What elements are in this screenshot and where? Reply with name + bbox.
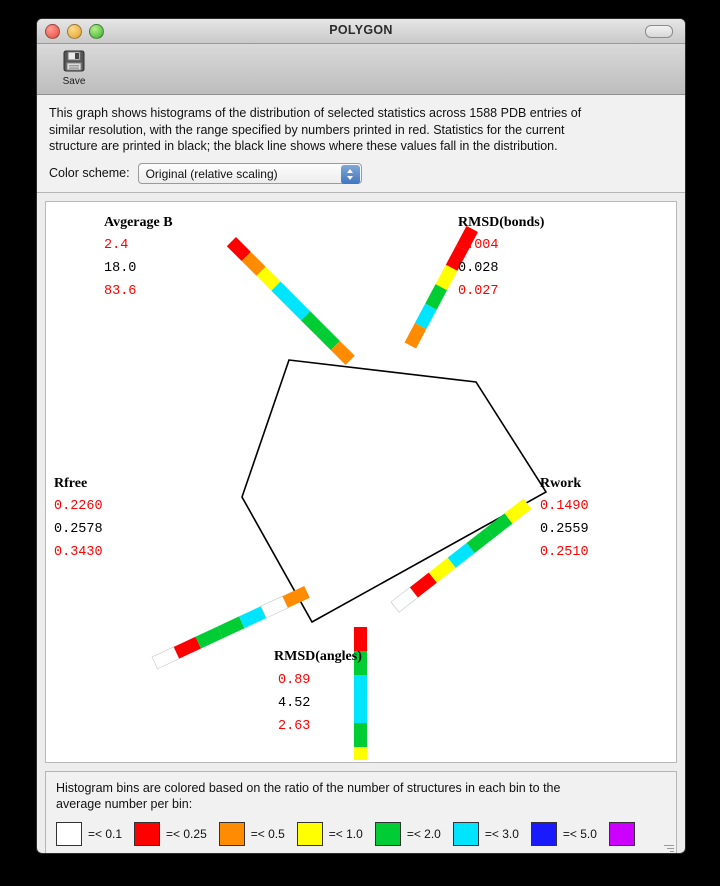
axis-value-avgerage-b: 18.0 <box>104 260 137 276</box>
legend-swatch-label: =< 0.1 <box>88 827 123 841</box>
window-title: POLYGON <box>329 23 393 37</box>
axis-bar-rmsd-angles <box>354 627 367 760</box>
legend-text-line-2: average number per bin: <box>56 796 193 811</box>
axis-value-rwork: 0.2559 <box>540 521 589 537</box>
legend-swatch-label: =< 1.0 <box>328 827 363 841</box>
axis-value-rmsd-angles: 4.52 <box>278 695 311 711</box>
toolbar <box>37 44 685 95</box>
legend-swatch <box>375 822 401 846</box>
legend-swatch-label: =< 0.5 <box>250 827 285 841</box>
axis-max-rmsd-bonds: 0.027 <box>458 283 499 299</box>
legend-swatch-label: =< 5.0 <box>562 827 597 841</box>
legend-swatch-label: =< 0.25 <box>166 827 207 841</box>
app-window <box>36 18 686 854</box>
axis-label-rwork: Rwork <box>540 475 582 491</box>
toolbar-toggle-button[interactable] <box>645 25 673 38</box>
legend-swatch <box>56 822 82 846</box>
axis-label-rmsd-bonds: RMSD(bonds) <box>458 214 545 230</box>
axis-label-rmsd-angles: RMSD(angles) <box>274 648 362 664</box>
axis-value-rmsd-bonds: 0.028 <box>458 260 499 276</box>
description-block <box>37 95 685 161</box>
legend-swatch <box>297 822 323 846</box>
axis-min-avgerage-b: 2.4 <box>104 237 129 253</box>
description-line-2: similar resolution, with the range specified by numbers printed in red. Statistics for the current <box>49 122 565 137</box>
axis-max-rwork: 0.2510 <box>540 544 589 560</box>
structure-polygon <box>242 360 546 622</box>
axis-max-avgerage-b: 83.6 <box>104 283 137 299</box>
color-scheme-row <box>37 161 685 193</box>
legend-swatch <box>453 822 479 846</box>
legend-panel <box>45 771 677 855</box>
color-scheme-value: Original (relative scaling) <box>145 166 278 181</box>
axis-max-rfree: 0.3430 <box>54 544 103 560</box>
axis-label-rfree: Rfree <box>54 475 88 491</box>
axis-bar-rwork <box>391 498 531 612</box>
legend-text-line-1: Histogram bins are colored based on the ratio of the number of structures in each bin to the <box>56 780 561 795</box>
title-bar <box>37 19 685 44</box>
legend-swatches <box>56 822 666 846</box>
legend-swatch-label: =< 3.0 <box>484 827 519 841</box>
color-scheme-select[interactable] <box>138 163 362 184</box>
polygon-chart <box>45 201 677 763</box>
axis-min-rmsd-bonds: 0.004 <box>458 237 499 253</box>
axis-bar-avgerage-b <box>227 237 355 365</box>
floppy-disk-icon <box>51 47 97 75</box>
resize-handle[interactable] <box>662 843 674 854</box>
legend-swatch <box>531 822 557 846</box>
axis-min-rfree: 0.2260 <box>54 498 103 514</box>
axis-max-rmsd-angles: 2.63 <box>278 718 311 734</box>
description-line-3: structure are printed in black; the black line shows where these values fall in the distribution. <box>49 139 558 153</box>
color-scheme-label: Color scheme: <box>49 166 130 180</box>
axis-min-rwork: 0.1490 <box>540 498 589 514</box>
chevron-updown-icon <box>341 165 360 184</box>
axis-min-rmsd-angles: 0.89 <box>278 672 311 688</box>
legend-swatch <box>219 822 245 846</box>
save-button-label: Save <box>62 76 86 87</box>
axis-label-avgerage-b: Avgerage B <box>104 214 173 230</box>
description-line-1: This graph shows histograms of the distribution of selected statistics across 1588 PDB entries of <box>49 106 582 120</box>
axis-value-rfree: 0.2578 <box>54 521 103 537</box>
save-button[interactable] <box>51 47 97 87</box>
legend-swatch-label: =< 2.0 <box>406 827 441 841</box>
legend-swatch <box>134 822 160 846</box>
legend-swatch <box>609 822 635 846</box>
